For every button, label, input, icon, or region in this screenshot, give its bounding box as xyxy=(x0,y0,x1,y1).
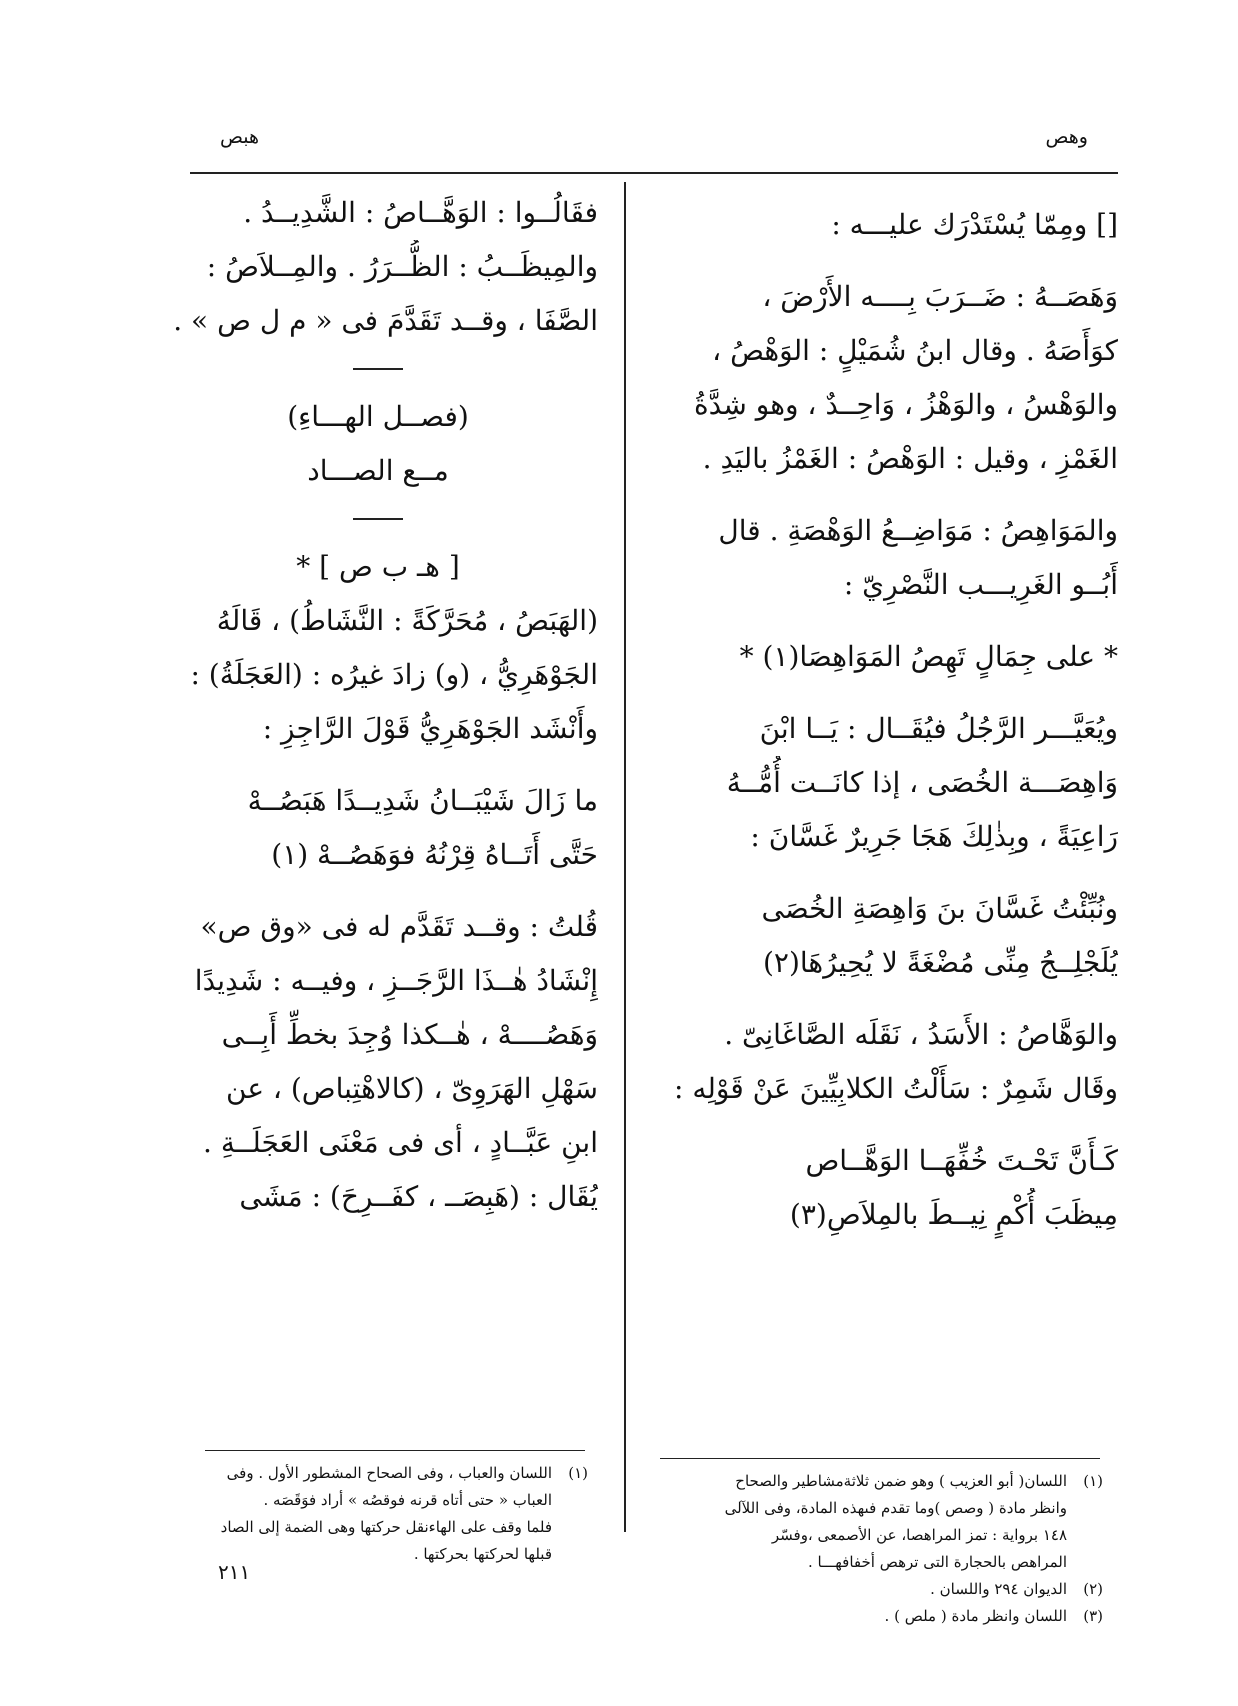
paragraph-gap xyxy=(158,882,598,900)
text-line: الغَمْزِ ، وقيل : الوَهْصُ : الغَمْزُ باليَدِ . xyxy=(702,442,1118,475)
footnote-rule-left xyxy=(205,1450,585,1451)
text-line: يُقَال : (هَبِصَــ ، كفَــرِحَ) : مَشَى xyxy=(239,1180,598,1213)
footnote-number: (٢) xyxy=(1083,1580,1103,1598)
paragraph-gap xyxy=(644,252,1118,270)
paragraph-gap xyxy=(644,990,1118,1008)
text-line: كوَأَصَهُ . وقال ابنُ شُمَيْلٍ : الوَهْصُ ، xyxy=(712,334,1118,367)
footnote-line xyxy=(633,1495,1103,1522)
footnotes-right xyxy=(633,1468,1103,1630)
text-line: أَبُــو الغَرِيـــب النَّصْرِيّ : xyxy=(843,568,1118,601)
footnotes-left xyxy=(188,1460,588,1568)
footnote-text: اللسان والعباب ، وفى الصحاح المشطور الأول . وفى xyxy=(226,1464,552,1482)
footnote-text: وانظر مادة ( وصص )وما تقدم فىهذه المادة، وفى اللآلى xyxy=(724,1499,1067,1517)
text-line: وَهَصَــهُ : ضَــرَبَ بِــــه الأَرْضَ ، xyxy=(762,280,1118,313)
header-rule xyxy=(190,172,1118,174)
footnote-text: اللسان( أبو العزيب ) وهو ضمن ثلاثةمشاطير والصحاح xyxy=(735,1472,1067,1490)
text-line: الصَّفَا ، وقــد تَقَدَّمَ فى « م ل ص » . xyxy=(173,304,598,337)
text-line: كَـأَنَّ تَحْـتَ خُفِّهَــا الوَهَّــاص xyxy=(805,1144,1118,1177)
text-line: والوَهْسُ ، والوَهْزُ ، وَاحِــدٌ ، وهو شِدَّةُ xyxy=(694,388,1118,421)
footnote-number: (١) xyxy=(568,1464,588,1482)
left-column xyxy=(158,186,598,1224)
text-line: قُلتُ : وقــد تَقَدَّم له فى «وق ص» xyxy=(200,910,598,943)
text-line: رَاعِيَةً ، وبِذٰلِكَ هَجَا جَرِيرٌ غَسَّانَ : xyxy=(750,820,1118,853)
paragraph-gap xyxy=(644,486,1118,504)
text-line: ما زَالَ شَيْبَــانُ شَدِيــدًا هَبَصُــهْ xyxy=(247,784,598,817)
footnote-line xyxy=(633,1468,1103,1495)
footnote-text: المراهص بالحجارة التى ترهص أخفافهـــا . xyxy=(807,1553,1067,1571)
left-column-entry-text xyxy=(158,594,598,1224)
text-line: (الهَبَصُ ، مُحَرَّكَةً : النَّشَاطُ) ، قَالَهُ xyxy=(216,604,598,637)
text-line: وقَال شَمِرٌ : سَأَلْتُ الكلابِيِّينَ عَنْ قَوْلِه : xyxy=(674,1072,1118,1105)
section-subtitle: مــع الصـــاد xyxy=(307,454,449,487)
text-line: حَتَّى أَتَــاهُ قِرْنُهُ فوَهَصُــهْ (١) xyxy=(271,838,598,871)
footnote-line xyxy=(633,1576,1103,1603)
text-line: وَاهِصَـــة الخُصَى ، إذا كانَــت أُمُّــهُ xyxy=(726,766,1118,799)
text-line: يُلَجْلِــجُ مِنِّى مُضْغَةً لا يُحِيرُهَا(٢) xyxy=(762,946,1118,979)
text-line: وأَنْشَد الجَوْهَرِيُّ قَوْلَ الرَّاجِزِ : xyxy=(262,712,598,745)
footnote-number: (١) xyxy=(1083,1472,1103,1490)
text-line: ونُبِّئْتُ غَسَّانَ بنَ وَاهِصَةِ الخُصَى xyxy=(761,892,1118,925)
footnote-line xyxy=(188,1487,588,1514)
footnote-line xyxy=(188,1514,588,1541)
text-line: والمَوَاهِصُ : مَوَاضِــعُ الوَهْصَةِ . قال xyxy=(718,514,1118,547)
text-line: الجَوْهَرِيُّ ، (و) زادَ غيرُه : (العَجَلَةُ) : xyxy=(190,658,598,691)
footnote-number: (٣) xyxy=(1083,1607,1103,1625)
section-rule-bottom xyxy=(353,518,403,520)
footnote-text: ١٤٨ برواية : تمز المراهصا، عن الأصمعى ،وفسّر xyxy=(771,1526,1067,1544)
footnote-line xyxy=(633,1603,1103,1630)
footnote-text: فلما وقف على الهاءنقل حركتها وهى الضمة إلى الصاد xyxy=(220,1518,552,1536)
text-line: ابنِ عَبَّــادٍ ، أى فى مَعْنَى العَجَلَــةِ . xyxy=(203,1126,598,1159)
footnote-rule-right xyxy=(660,1458,1100,1459)
text-line: فقَالُــوا : الوَهَّــاصُ : الشَّدِيــدُ . xyxy=(243,196,598,229)
running-head-left: هبص xyxy=(220,126,260,148)
footnote-line xyxy=(188,1460,588,1487)
right-column xyxy=(644,198,1118,1242)
text-line: ويُعَيَّـــر الرَّجُلُ فيُقَــال : يَــا ابْنَ xyxy=(759,712,1118,745)
text-line: [] ومِمّا يُسْتَدْرَك عليـــه : xyxy=(831,208,1118,241)
page-number: ٢١١ xyxy=(218,1560,251,1584)
text-line: سَهْلِ الهَرَوِىّ ، (كالاهْتِباص) ، عن xyxy=(226,1072,598,1105)
footnote-text: اللسان وانظر مادة ( ملص ) . xyxy=(884,1607,1067,1625)
footnote-text: الديوان ٢٩٤ واللسان . xyxy=(930,1580,1067,1598)
section-rule-top xyxy=(353,368,403,370)
footnote-line xyxy=(633,1522,1103,1549)
paragraph-gap xyxy=(644,612,1118,630)
footnote-text: العباب « حتى أتاه قرنه فوقصُه » أراد فوَقَصَه . xyxy=(263,1491,552,1509)
section-title: (فصــل الهـــاءِ) xyxy=(287,400,469,433)
text-line: * على جِمَالٍ تَهِصُ المَوَاهِصَا(١) * xyxy=(739,640,1118,673)
text-line: إِنْشَادُ هٰــذَا الرَّجَــزِ ، وفيــه : شَدِيدًا xyxy=(194,964,598,997)
entry-head: [ هـ ب ص ] * xyxy=(296,550,460,583)
footnote-text: قبلها لحركتها بحركتها . xyxy=(413,1545,552,1563)
paragraph-gap xyxy=(644,684,1118,702)
paragraph-gap xyxy=(158,756,598,774)
text-line: والوَهَّاصُ : الأَسَدُ ، نَقَلَه الصَّاغَانِىّ . xyxy=(724,1018,1118,1051)
text-line: مِيظَبَ أُكْمٍ نِيــطَ بالمِلاَصِ(٣) xyxy=(789,1198,1118,1231)
paragraph-gap xyxy=(644,1116,1118,1134)
footnote-line xyxy=(633,1549,1103,1576)
left-column-top-text xyxy=(158,186,598,348)
column-divider xyxy=(624,182,626,1532)
text-line: والمِيظَــبُ : الظُّــرَرُ . والمِــلاَصُ : xyxy=(206,250,598,283)
paragraph-gap xyxy=(644,864,1118,882)
running-head-right: وهص xyxy=(1045,126,1088,148)
text-line: وَهَصُــــهْ ، هٰــكذا وُجِدَ بخطِّ أَبِــى xyxy=(221,1018,598,1051)
